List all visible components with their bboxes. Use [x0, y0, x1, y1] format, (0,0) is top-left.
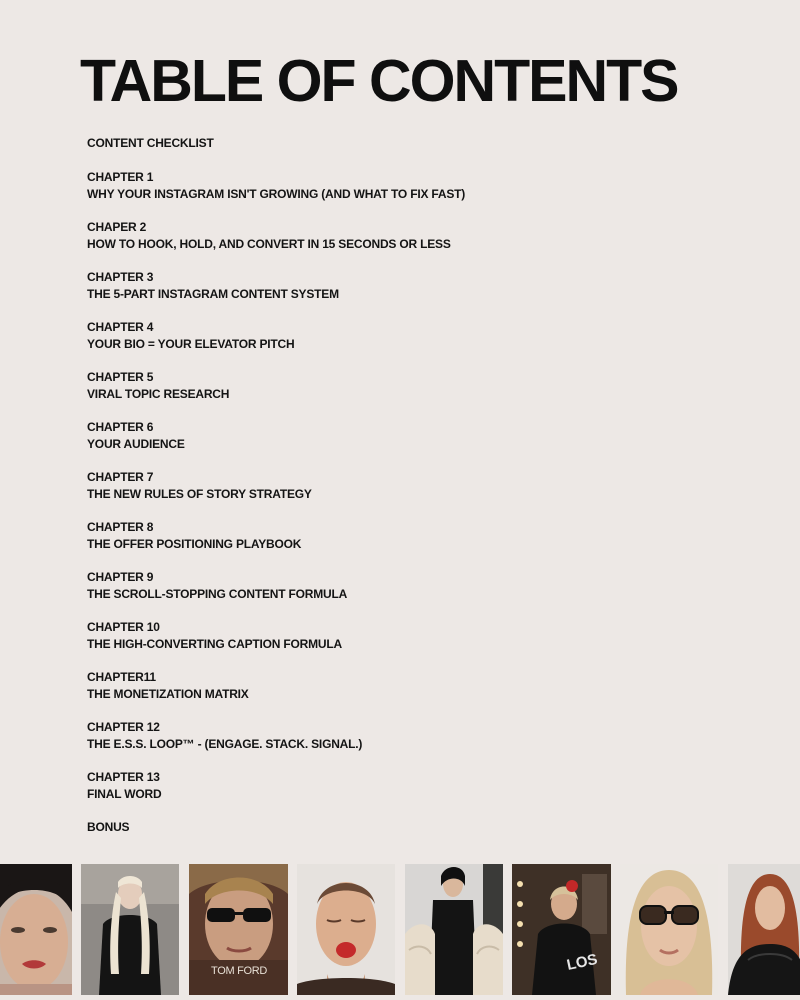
toc-checklist[interactable]	[87, 135, 767, 169]
chapter-label: CHAPTER 7	[87, 470, 154, 484]
chapter-title: THE HIGH-CONVERTING CAPTION FORMULA	[87, 637, 342, 651]
toc-chapter-6[interactable]	[87, 419, 767, 469]
chapter-title: HOW TO HOOK, HOLD, AND CONVERT IN 15 SECONDS OR LESS	[87, 237, 451, 251]
chapter-title: THE OFFER POSITIONING PLAYBOOK	[87, 537, 302, 551]
chapter-label: CHAPTER 10	[87, 620, 160, 634]
toc-chapter-12[interactable]	[87, 719, 767, 769]
shirt-lettering: LOS	[565, 950, 600, 974]
photo-blonde-sunglasses	[620, 864, 718, 995]
toc-chapter-10[interactable]	[87, 619, 767, 669]
chapter-title: THE 5-PART INSTAGRAM CONTENT SYSTEM	[87, 287, 339, 301]
bonus-label: BONUS	[87, 820, 130, 834]
chapter-label: CHAPTER 4	[87, 320, 154, 334]
chapter-label: CHAPTER 1	[87, 170, 154, 184]
toc-bonus[interactable]	[87, 819, 767, 853]
photo-strip	[0, 864, 800, 995]
toc-chapter-5[interactable]	[87, 369, 767, 419]
toc-chapter-8[interactable]	[87, 519, 767, 569]
chapter-title: THE MONETIZATION MATRIX	[87, 687, 249, 701]
chapter-label: CHAPTER11	[87, 670, 156, 684]
chapter-label: CHAPTER 12	[87, 720, 160, 734]
photo-backstage-jacket	[512, 864, 611, 995]
photo-red-lips	[297, 864, 395, 995]
brand-label: TOM FORD	[210, 965, 268, 977]
chapter-title: THE E.S.S. LOOP™ - (ENGAGE. STACK. SIGNAL.)	[87, 737, 363, 751]
chapter-title: YOUR AUDIENCE	[87, 437, 185, 451]
chapter-title: WHY YOUR INSTAGRAM ISN'T GROWING (AND WHAT TO FIX FAST)	[87, 187, 466, 201]
toc-chapter-11[interactable]	[87, 669, 767, 719]
chapter-title: THE SCROLL-STOPPING CONTENT FORMULA	[87, 587, 348, 601]
toc-chapter-13[interactable]	[87, 769, 767, 819]
chapter-label: CHAPTER 6	[87, 420, 154, 434]
toc-chapter-1[interactable]	[87, 169, 767, 219]
photo-red-hair-leather	[728, 864, 800, 995]
photo-model-dark-bangs	[0, 864, 72, 995]
photo-tom-ford-ad	[189, 864, 288, 995]
table-of-contents	[87, 135, 767, 853]
photo-black-dress-fur	[405, 864, 503, 995]
toc-chapter-4[interactable]	[87, 319, 767, 369]
chapter-label: CHAPER 2	[87, 220, 147, 234]
chapter-title: VIRAL TOPIC RESEARCH	[87, 387, 230, 401]
page-title: TABLE OF CONTENTS	[80, 48, 678, 114]
chapter-label: CHAPTER 9	[87, 570, 154, 584]
chapter-title: FINAL WORD	[87, 787, 162, 801]
chapter-label: CHAPTER 13	[87, 770, 160, 784]
chapter-label: CHAPTER 5	[87, 370, 154, 384]
photo-runway-braids	[81, 864, 179, 995]
checklist-label: CONTENT CHECKLIST	[87, 136, 214, 150]
toc-chapter-3[interactable]	[87, 269, 767, 319]
toc-chapter-9[interactable]	[87, 569, 767, 619]
toc-chapter-7[interactable]	[87, 469, 767, 519]
chapter-label: CHAPTER 3	[87, 270, 154, 284]
chapter-title: YOUR BIO = YOUR ELEVATOR PITCH	[87, 337, 295, 351]
toc-chapter-2[interactable]	[87, 219, 767, 269]
chapter-label: CHAPTER 8	[87, 520, 154, 534]
chapter-title: THE NEW RULES OF STORY STRATEGY	[87, 487, 312, 501]
